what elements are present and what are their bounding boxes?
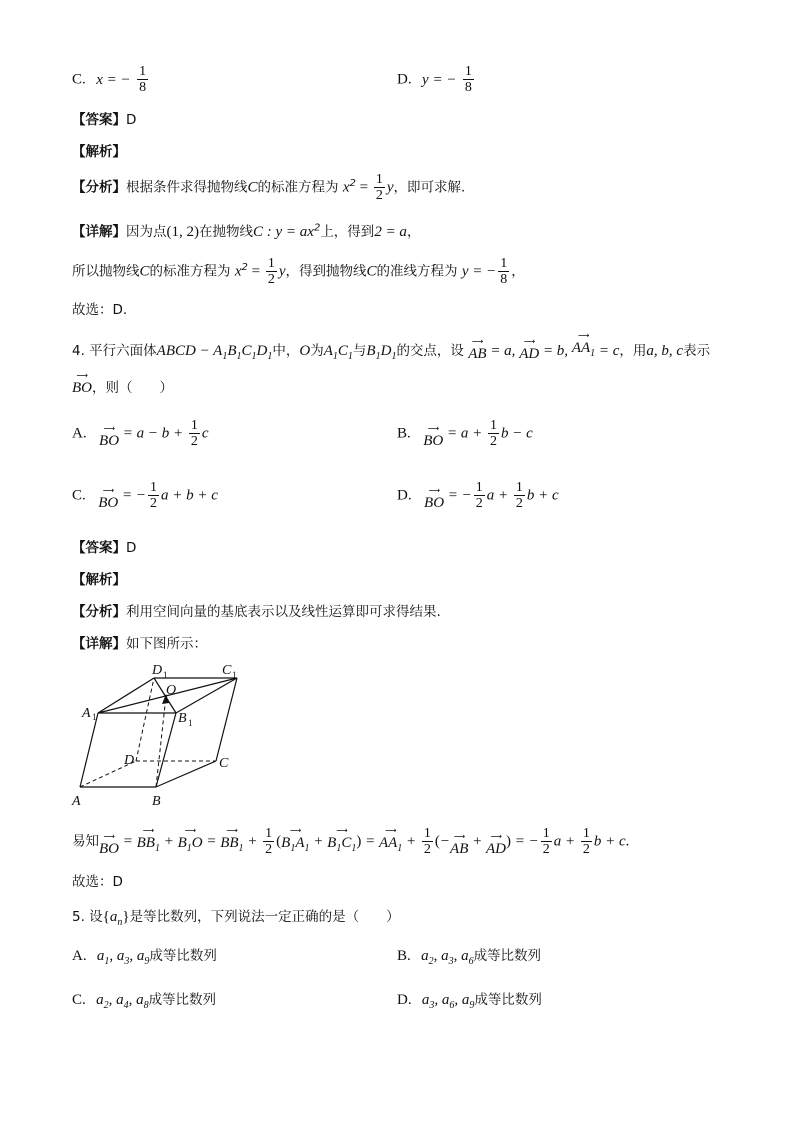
svg-text:1: 1 [188, 718, 193, 728]
vector-bo [156, 696, 166, 787]
edge-bc [156, 761, 216, 787]
q4-analysis-tag: 【解析】 [72, 572, 126, 588]
label-b: B [152, 794, 161, 809]
q4-derivation: 易知 ⟶ BO = ⟶ $BB_1$ + ⟶ $B_1O$ = ⟶ $BB_1$ + $\frac{1}{2}$ ( ⟶ $B_1A_1$ + ⟶ $B_1C_1$ ) = ⟶ $AA_1$ + $\frac{1}{2}$ (− ⟶ AB + ⟶ AD ) = − $\frac{1}{2}$ a + $\frac{1}{2}$ b + c. [72, 826, 630, 857]
q4-conclusion: 故选：D [72, 874, 123, 890]
q3-option-c: C. x = − $\frac{1}{8}$ [72, 64, 147, 95]
q5-option-c: C. $a_2$, $a_4$, $a_8$成等比数列 [72, 992, 217, 1011]
q4-option-d: D. ⟶ BO = − $\frac{1}{2}$ a + $\frac{1}{2}$ b + c [397, 480, 559, 511]
edge-bb1 [156, 713, 176, 787]
svg-text:1: 1 [92, 712, 97, 722]
label-d1: D [152, 663, 163, 678]
label-a: A [72, 794, 81, 809]
q4-xiangjie: 【详解】如下图所示： [72, 636, 207, 652]
q4-stem-line2: ⟶ BO ，则（ ） [72, 371, 173, 396]
label-b1: B [178, 711, 187, 726]
q3-fenxi-frac: $\frac{1}{2}$ [375, 172, 383, 203]
q3-fenxi: 【分析】根据条件求得抛物线C的标准方程为 $x^2$ = $\frac{1}{2}$ y，即可求解. [72, 172, 466, 203]
q4-fenxi: 【分析】利用空间向量的基底表示以及线性运算即可求得结果. [72, 604, 441, 620]
q3-analysis-tag: 【解析】 [72, 144, 126, 160]
q3-conclusion: 故选：D. [72, 302, 128, 318]
q4-option-a: A. ⟶ BO = a − b + $\frac{1}{2}$ c [72, 418, 209, 449]
q3-answer: 【答案】D [72, 112, 137, 128]
q5-option-a: A. $a_1$, $a_3$, $a_9$成等比数列 [72, 948, 217, 967]
parallelepiped-figure [70, 656, 260, 816]
label-c1: C [222, 663, 232, 678]
label-a1: A [82, 706, 91, 721]
label-c: C [219, 756, 229, 771]
q3-option-d-lhs: y = − [422, 71, 457, 88]
q4-stem: 4. 平行六面体ABCD − $A_1B_1C_1D_1$中，O为$A_1C_1$与$B_1D_1$的交点，设 ⟶ AB = a, ⟶ AD = b, ⟶ $AA_1$ = c，用a, b, c表示 [72, 331, 711, 362]
label-o: O [166, 683, 177, 698]
q3-line2: 所以抛物线C的标准方程为 $x^2$ = $\frac{1}{2}$ y，得到抛物线C的准线方程为 y = − $\frac{1}{8}$ ， [72, 256, 525, 287]
q5-stem: 5. 设$\{a_n\}$是等比数列，下列说法一定正确的是（ ） [72, 909, 400, 928]
q3-xiangjie: 【详解】因为点(1, 2)在抛物线C : $y = ax^2$上，得到2 = a， [72, 222, 421, 240]
q3-option-c-frac: $\frac{1}{8}$ [139, 64, 147, 95]
svg-text:1: 1 [163, 670, 168, 680]
edge-aa1 [80, 713, 98, 787]
q3-option-d: D. y = − $\frac{1}{8}$ [397, 64, 472, 95]
svg-text:1: 1 [232, 670, 237, 680]
q4-answer: 【答案】D [72, 540, 137, 556]
q5-option-b: B. $a_2$, $a_3$, $a_6$成等比数列 [397, 948, 542, 967]
q5-option-d: D. $a_3$, $a_6$, $a_9$成等比数列 [397, 992, 542, 1011]
label-d: D [124, 753, 135, 768]
edge-dd1-hidden [136, 678, 154, 761]
q3-option-d-frac: $\frac{1}{8}$ [464, 64, 472, 95]
edge-b1c1 [176, 678, 237, 713]
q4-option-c: C. ⟶ BO = − $\frac{1}{2}$ a + b + c [72, 480, 218, 511]
edge-a1d1 [98, 678, 154, 713]
edge-cc1 [216, 678, 237, 761]
q4-option-b: B. ⟶ BO = a + $\frac{1}{2}$ b − c [397, 418, 533, 449]
q3-option-c-lhs: x = − [96, 71, 131, 88]
